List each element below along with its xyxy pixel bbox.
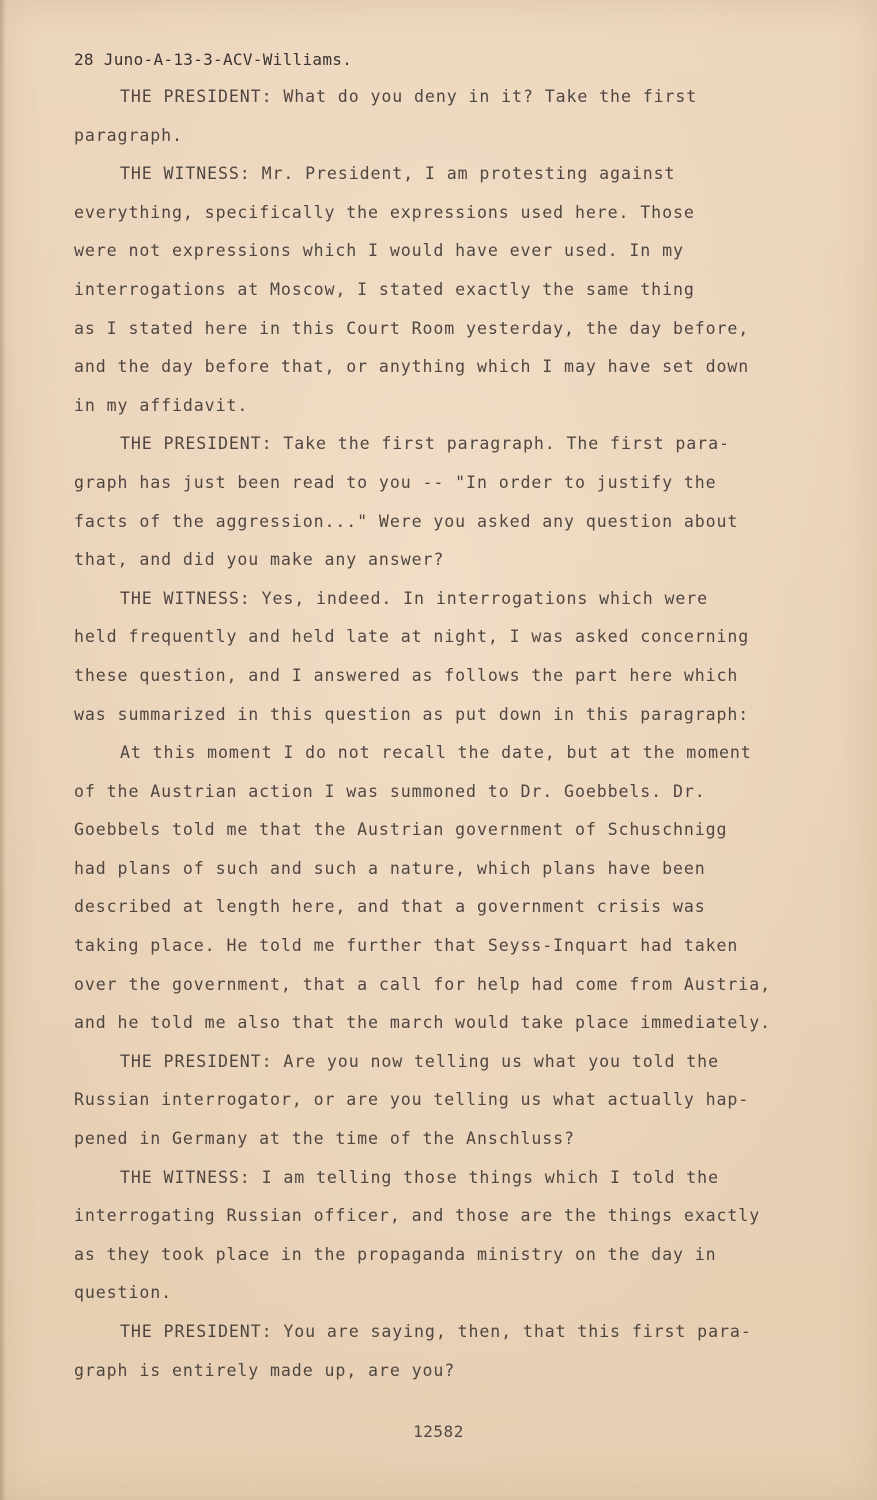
- transcript-line: Goebbels told me that the Austrian government of Schuschnigg: [74, 820, 728, 840]
- transcript-line: and he told me also that the march would take place immediately.: [74, 1013, 771, 1033]
- transcript-line: THE PRESIDENT: Are you now telling us what you told the: [120, 1051, 719, 1071]
- transcript-line: THE PRESIDENT: Take the first paragraph. The first para-: [120, 434, 730, 454]
- transcript-line: graph is entirely made up, are you?: [74, 1360, 456, 1380]
- transcript-line: THE WITNESS: Yes, indeed. In interrogations which were: [120, 588, 709, 608]
- transcript-body: [74, 84, 814, 1396]
- transcript-line: as I stated here in this Court Room yesterday, the day before,: [74, 318, 750, 338]
- page-number: 12582: [413, 1422, 464, 1441]
- transcript-line: held frequently and held late at night, I was asked concerning: [74, 627, 750, 647]
- transcript-line: of the Austrian action I was summoned to Dr. Goebbels. Dr.: [74, 781, 706, 801]
- transcript-line: taking place. He told me further that Seyss-Inquart had taken: [74, 936, 739, 956]
- transcript-line: question.: [74, 1283, 173, 1303]
- transcript-line: THE WITNESS: Mr. President, I am protesting against: [120, 164, 676, 184]
- transcript-line: graph has just been read to you -- "In order to justify the: [74, 472, 717, 492]
- transcript-line: in my affidavit.: [74, 395, 249, 415]
- transcript-line: facts of the aggression..." Were you asked any question about: [74, 511, 739, 531]
- transcript-line: THE PRESIDENT: You are saying, then, that this first para-: [120, 1322, 752, 1341]
- transcript-line: interrogations at Moscow, I stated exactly the same thing: [74, 279, 695, 299]
- transcript-line: these question, and I answered as follows the part here which: [74, 665, 739, 685]
- page-header: 28 Juno-A-13-3-ACV-Williams.: [74, 50, 353, 69]
- transcript-line: THE WITNESS: I am telling those things which I told the: [120, 1167, 719, 1187]
- transcript-line: as they took place in the propaganda ministry on the day in: [74, 1244, 717, 1264]
- transcript-line: and the day before that, or anything which I may have set down: [74, 357, 750, 377]
- transcript-line: THE PRESIDENT: What do you deny in it? Take the first: [120, 87, 698, 106]
- transcript-line: interrogating Russian officer, and those are the things exactly: [74, 1206, 761, 1226]
- transcript-line: over the government, that a call for help had come from Austria,: [74, 974, 771, 994]
- transcript-line: had plans of such and such a nature, which plans have been: [74, 858, 706, 878]
- transcript-line: paragraph.: [74, 125, 183, 145]
- transcript-line: was summarized in this question as put down in this paragraph:: [74, 704, 750, 724]
- transcript-line: pened in Germany at the time of the Anschluss?: [74, 1129, 575, 1149]
- transcript-line: described at length here, and that a government crisis was: [74, 897, 706, 917]
- transcript-line: At this moment I do not recall the date, but at the moment: [120, 743, 752, 763]
- page-edge-shadow: [0, 0, 6, 1500]
- transcript-line: were not expressions which I would have ever used. In my: [74, 241, 684, 261]
- transcript-line: everything, specifically the expressions used here. Those: [74, 202, 695, 222]
- transcript-line: Russian interrogator, or are you telling us what actually hap-: [74, 1090, 750, 1110]
- transcript-line: that, and did you make any answer?: [74, 550, 445, 570]
